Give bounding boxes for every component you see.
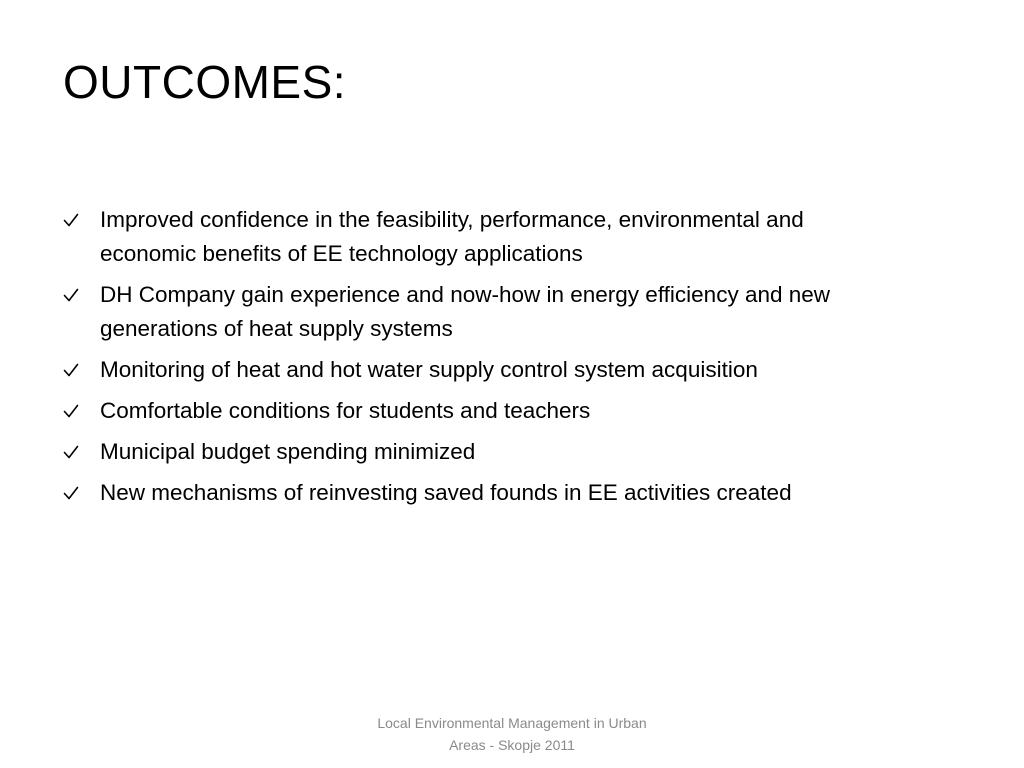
footer-line: Areas - Skopje 2011 [449,737,575,753]
footer-line: Local Environmental Management in Urban [377,715,647,731]
check-icon [63,476,83,510]
bullet-text-line: Comfortable conditions for students and teachers [100,398,591,423]
outcomes-list [63,203,963,517]
bullet-text-line: DH Company gain experience and now-how in energy efficiency and new [100,282,831,307]
slide-footer [312,712,712,756]
bullet-text-line: Improved confidence in the feasibility, performance, environmental and [100,207,804,232]
check-icon [63,435,83,469]
list-item [63,394,963,428]
slide-title: OUTCOMES: [63,56,347,108]
list-item [63,435,963,469]
list-item [63,278,963,346]
check-icon [63,353,83,387]
bullet-text-line: New mechanisms of reinvesting saved founds in EE activities created [100,480,792,505]
check-icon [63,203,83,237]
check-icon [63,394,83,428]
bullet-text-line: economic benefits of EE technology applications [100,241,583,266]
bullet-text-line: Monitoring of heat and hot water supply control system acquisition [100,357,758,382]
bullet-text-line: Municipal budget spending minimized [100,439,476,464]
list-item [63,203,963,271]
check-icon [63,278,83,312]
list-item [63,353,963,387]
bullet-text-line: generations of heat supply systems [100,316,453,341]
list-item [63,476,963,510]
